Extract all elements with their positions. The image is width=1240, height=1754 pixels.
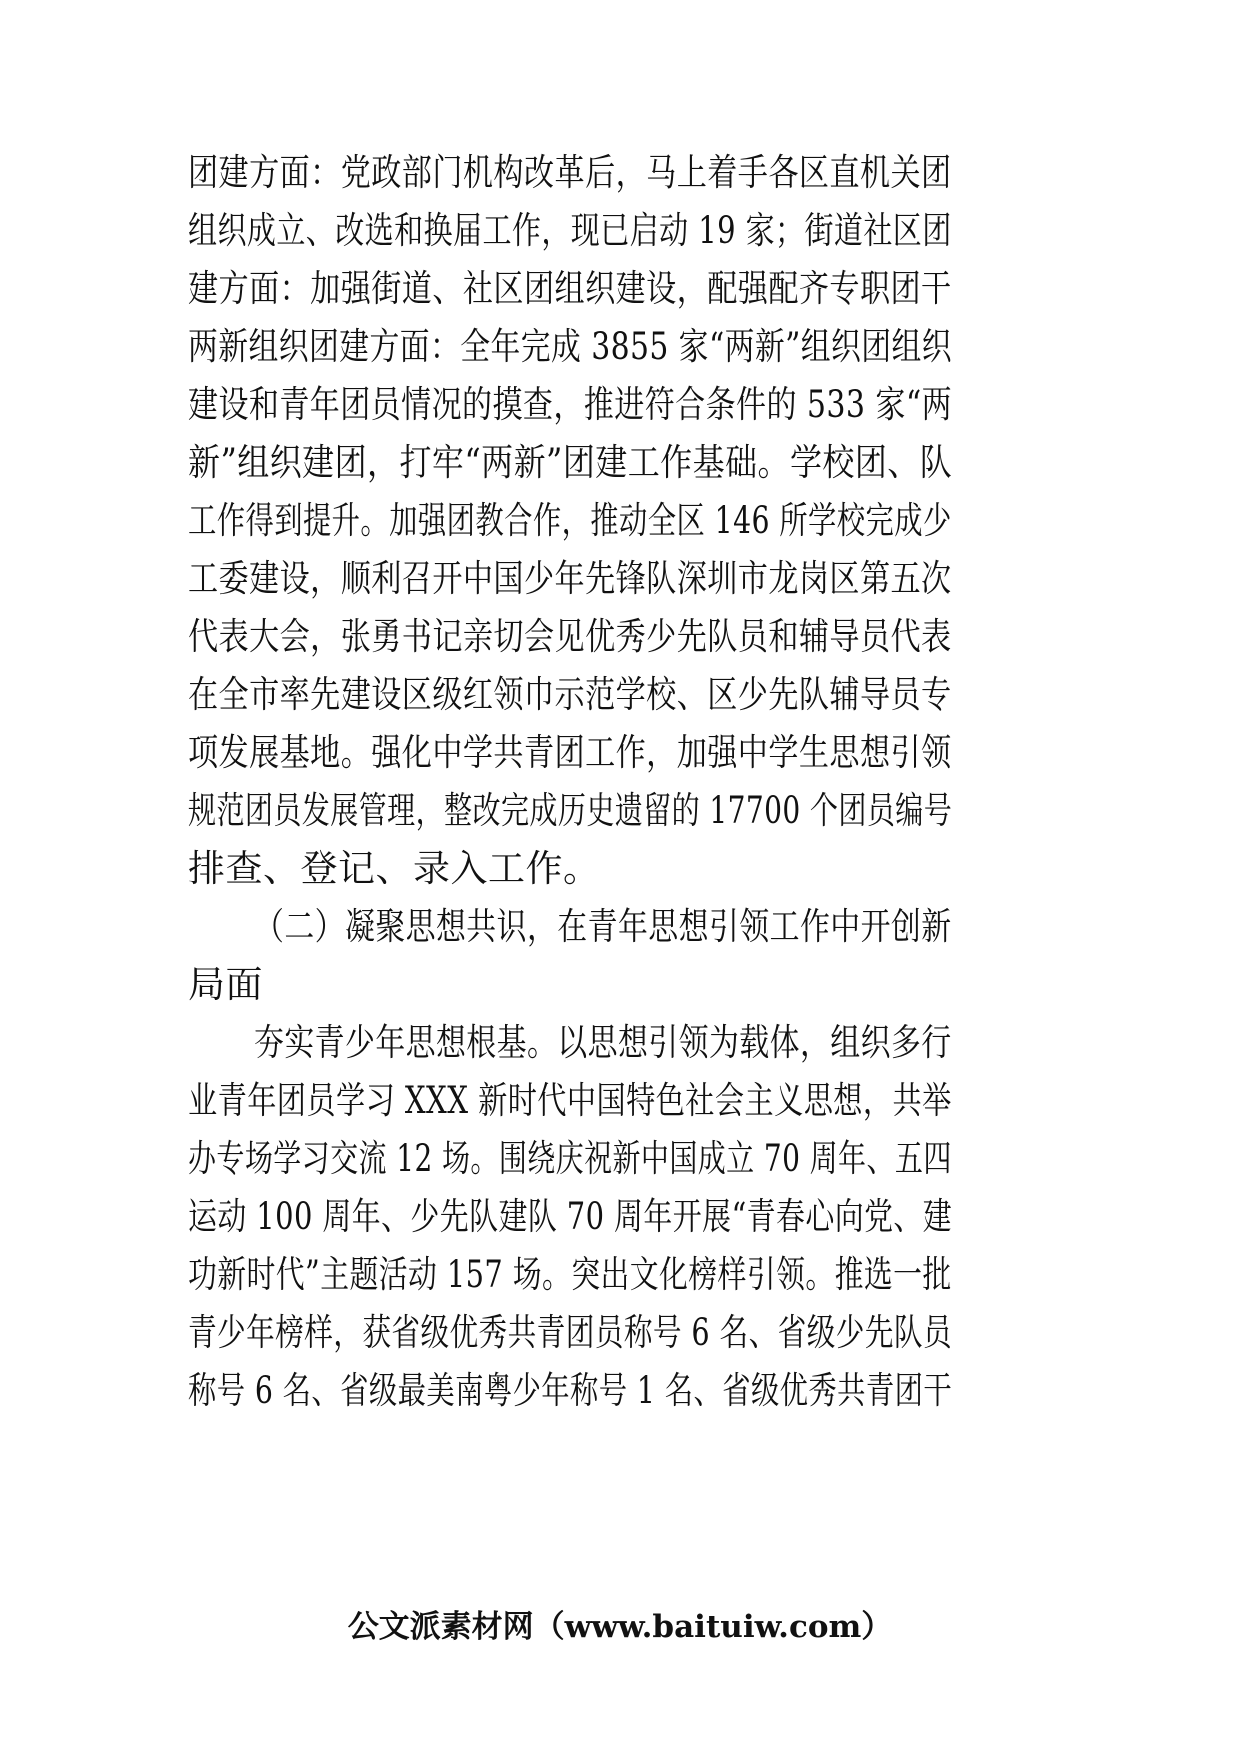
body-text-line: 建方面：加强街道、社区团组织建设，配强配齐专职团干	[188, 267, 952, 310]
body-text-line: 称号 6 名、省级最美南粤少年称号 1 名、省级优秀共青团干	[188, 1369, 953, 1412]
section-heading: （二）凝聚思想共识，在青年思想引领工作中开创新	[254, 905, 952, 948]
body-text-line: 规范团员发展管理，整改完成历史遗留的 17700 个团员编号	[188, 789, 953, 832]
footer-watermark: 公文派素材网（www.baituiw.com）	[347, 1609, 893, 1645]
body-text-line: 组织成立、改选和换届工作，现已启动 19 家；街道社区团	[188, 209, 952, 252]
body-text-line: 建设和青年团员情况的摸查，推进符合条件的 533 家“两	[188, 383, 953, 426]
body-text-line: 运动 100 周年、少先队建队 70 周年开展“青春心向党、建	[188, 1195, 953, 1238]
body-text-line: 青少年榜样，获省级优秀共青团员称号 6 名、省级少先队员	[188, 1311, 953, 1354]
body-text-line: 新”组织建团，打牢“两新”团建工作基础。学校团、队	[188, 441, 953, 484]
body-text-line: 项发展基地。强化中学共青团工作，加强中学生思想引领	[188, 731, 952, 774]
body-text-line: 工作得到提升。加强团教合作，推动全区 146 所学校完成少	[188, 499, 952, 542]
body-text-line: 在全市率先建设区级红领巾示范学校、区少先队辅导员专	[188, 673, 952, 716]
body-text-line: 代表大会，张勇书记亲切会见优秀少先队员和辅导员代表	[188, 615, 952, 658]
section-heading-continuation: 局面	[188, 963, 263, 1006]
body-text-line: 功新时代”主题活动 157 场。突出文化榜样引领。推选一批	[188, 1253, 952, 1296]
body-text-line: 团建方面：党政部门机构改革后，马上着手各区直机关团	[188, 151, 952, 194]
paragraph-start-line: 夯实青少年思想根基。以思想引领为载体，组织多行	[254, 1021, 952, 1064]
body-text-line: 办专场学习交流 12 场。围绕庆祝新中国成立 70 周年、五四	[188, 1137, 952, 1180]
body-text-line: 业青年团员学习 XXX 新时代中国特色社会主义思想，共举	[188, 1079, 952, 1122]
body-text-line: 排查、登记、录入工作。	[188, 847, 601, 890]
body-text-line: 两新组织团建方面：全年完成 3855 家“两新”组织团组织	[188, 325, 953, 368]
body-text-line: 工委建设，顺利召开中国少年先锋队深圳市龙岗区第五次	[188, 557, 952, 600]
